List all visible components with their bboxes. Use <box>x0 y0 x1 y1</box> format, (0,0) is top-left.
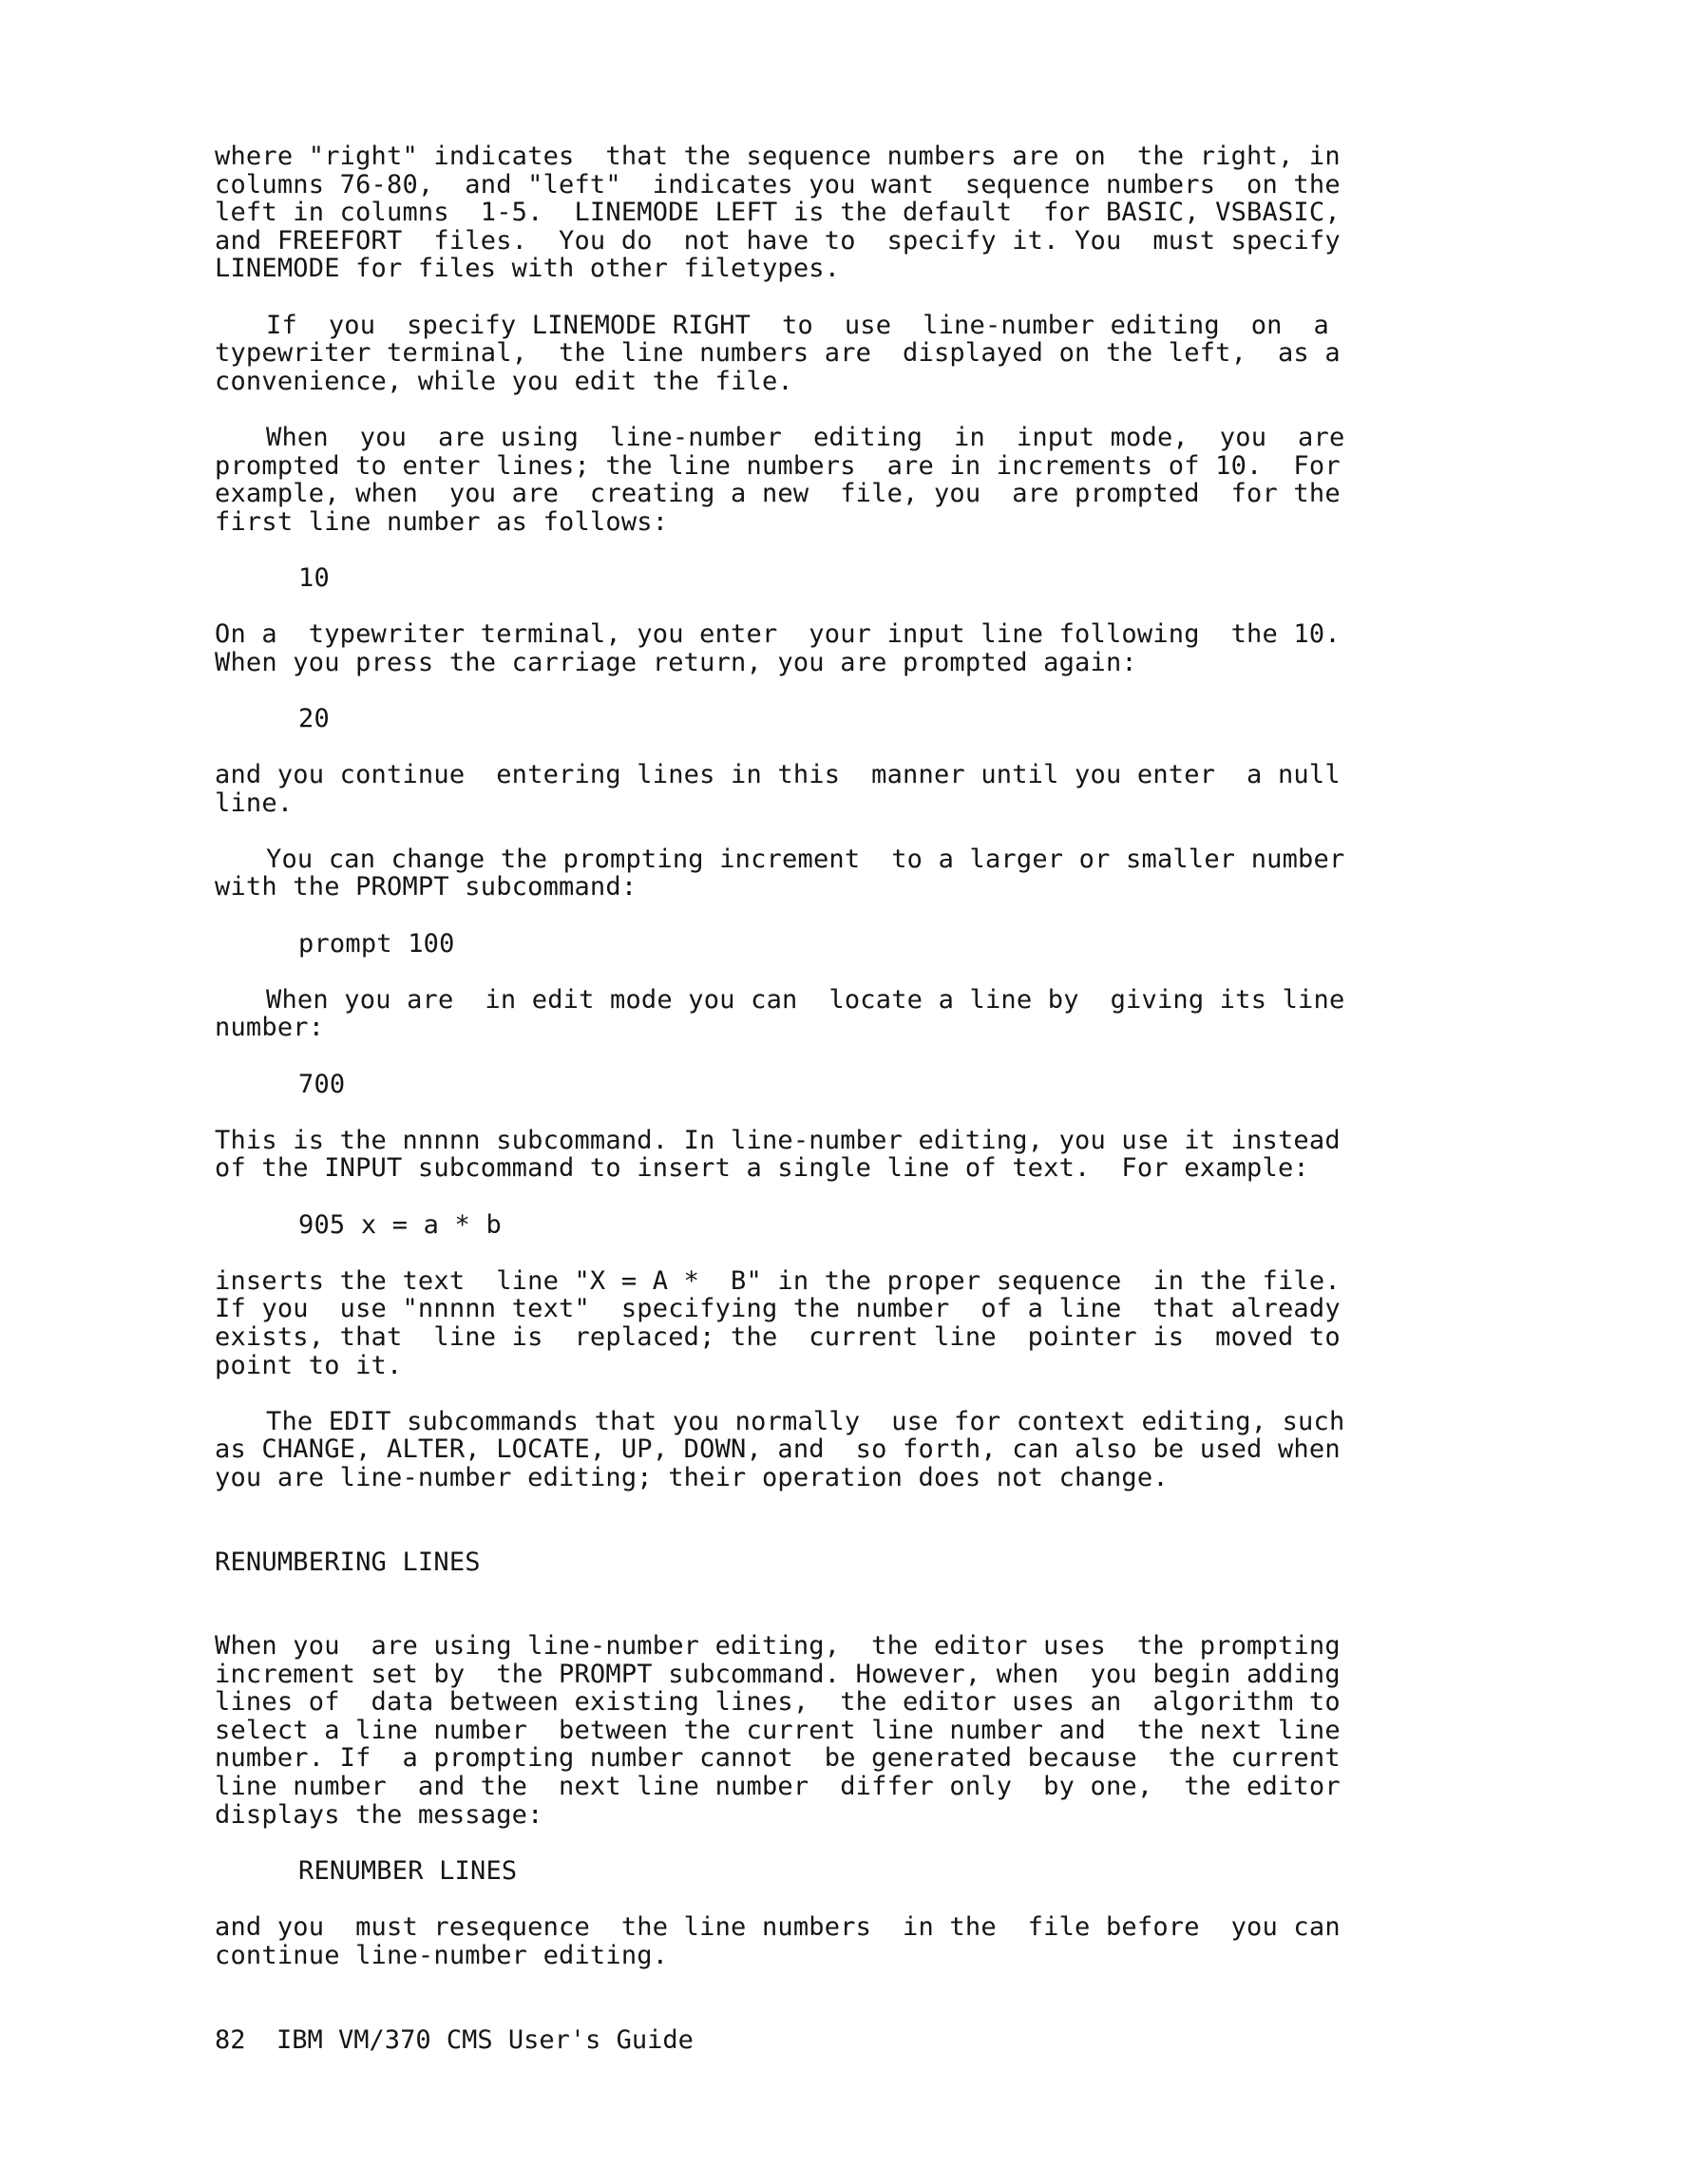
text-line: and you continue entering lines in this manner until you enter a null <box>215 760 1341 790</box>
page-footer: 82 IBM VM/370 CMS User's Guide <box>215 2025 694 2055</box>
text-line: The EDIT subcommands that you normally use for context editing, such <box>266 1406 1345 1436</box>
section-heading <box>215 1548 1488 1577</box>
text-line: you are line-number editing; their operation does not change. <box>215 1462 1169 1492</box>
text-line: left in columns 1-5. LINEMODE LEFT is the default for BASIC, VSBASIC, <box>215 198 1341 228</box>
paragraph <box>215 1632 1488 1829</box>
text-line: 700 <box>298 1069 346 1099</box>
paragraph <box>215 424 1488 536</box>
paragraph <box>215 845 1488 902</box>
text-line: RENUMBER LINES <box>298 1855 518 1886</box>
paragraph <box>215 1913 1488 1969</box>
text-line: continue line-number editing. <box>215 1940 669 1970</box>
text-line: LINEMODE for files with other filetypes. <box>215 254 841 284</box>
paragraph <box>215 620 1488 676</box>
paragraph <box>215 142 1488 283</box>
text-line: first line number as follows: <box>215 506 669 537</box>
text-line: RENUMBERING LINES <box>215 1547 481 1577</box>
text-line: and you must resequence the line numbers in the file before you can <box>215 1912 1341 1943</box>
paragraph <box>215 761 1488 817</box>
text-line: 20 <box>298 703 330 733</box>
text-line: typewriter terminal, the line numbers are displayed on the left, as a <box>215 338 1341 369</box>
text-line: with the PROMPT subcommand: <box>215 872 638 902</box>
text-line: of the INPUT subcommand to insert a single line of text. For example: <box>215 1153 1309 1184</box>
document-body <box>215 142 1488 1998</box>
text-line: When you are in edit mode you can locate a line by giving its line <box>266 984 1345 1015</box>
text-line: number: <box>215 1013 325 1043</box>
text-line: point to it. <box>215 1350 403 1380</box>
paragraph <box>215 986 1488 1042</box>
text-line: exists, that line is replaced; the current line pointer is moved to <box>215 1321 1341 1352</box>
text-line: When you are using line-number editing in input mode, you are <box>266 422 1345 452</box>
text-line: When you press the carriage return, you are prompted again: <box>215 647 1137 677</box>
text-line: convenience, while you edit the file. <box>215 366 793 396</box>
text-line: prompted to enter lines; the line numbers are in increments of 10. For <box>215 450 1341 481</box>
paragraph <box>215 1267 1488 1379</box>
code-example <box>215 1211 1488 1240</box>
text-line: increment set by the PROMPT subcommand. However, when you begin adding <box>215 1659 1341 1689</box>
text-line: 10 <box>298 562 330 593</box>
text-line: If you use "nnnnn text" specifying the number of a line that already <box>215 1294 1341 1324</box>
text-line: When you are using line-number editing, the editor uses the prompting <box>215 1631 1341 1662</box>
text-line: lines of data between existing lines, the editor uses an algorithm to <box>215 1687 1341 1718</box>
text-line: line. <box>215 788 294 818</box>
text-line: and FREEFORT files. You do not have to specify it. You must specify <box>215 225 1341 256</box>
text-line: line number and the next line number differ only by one, the editor <box>215 1772 1341 1802</box>
text-line: as CHANGE, ALTER, LOCATE, UP, DOWN, and so forth, can also be used when <box>215 1434 1341 1465</box>
text-line: 905 x = a * b <box>298 1209 502 1240</box>
text-line: prompt 100 <box>298 928 455 959</box>
paragraph <box>215 1408 1488 1492</box>
text-line: If you specify LINEMODE RIGHT to use line-number editing on a <box>266 310 1329 340</box>
text-line: displays the message: <box>215 1799 543 1830</box>
text-line: example, when you are creating a new file, you are prompted for the <box>215 479 1341 509</box>
code-example <box>215 1857 1488 1886</box>
text-line: inserts the text line "X = A * B" in the proper sequence in the file. <box>215 1265 1341 1296</box>
text-line: On a typewriter terminal, you enter your input line following the 10. <box>215 619 1341 650</box>
text-line: select a line number between the current line number and the next line <box>215 1715 1341 1745</box>
text-line: number. If a prompting number cannot be generated because the current <box>215 1743 1341 1774</box>
text-line: You can change the prompting increment to a larger or smaller number <box>266 844 1345 874</box>
paragraph <box>215 1127 1488 1183</box>
code-example <box>215 564 1488 593</box>
code-example <box>215 1071 1488 1099</box>
text-line: where "right" indicates that the sequence numbers are on the right, in <box>215 142 1341 171</box>
code-example <box>215 930 1488 959</box>
text-line: columns 76-80, and "left" indicates you want sequence numbers on the <box>215 169 1341 199</box>
text-line: This is the nnnnn subcommand. In line-number editing, you use it instead <box>215 1125 1341 1155</box>
code-example <box>215 705 1488 733</box>
paragraph <box>215 312 1488 396</box>
